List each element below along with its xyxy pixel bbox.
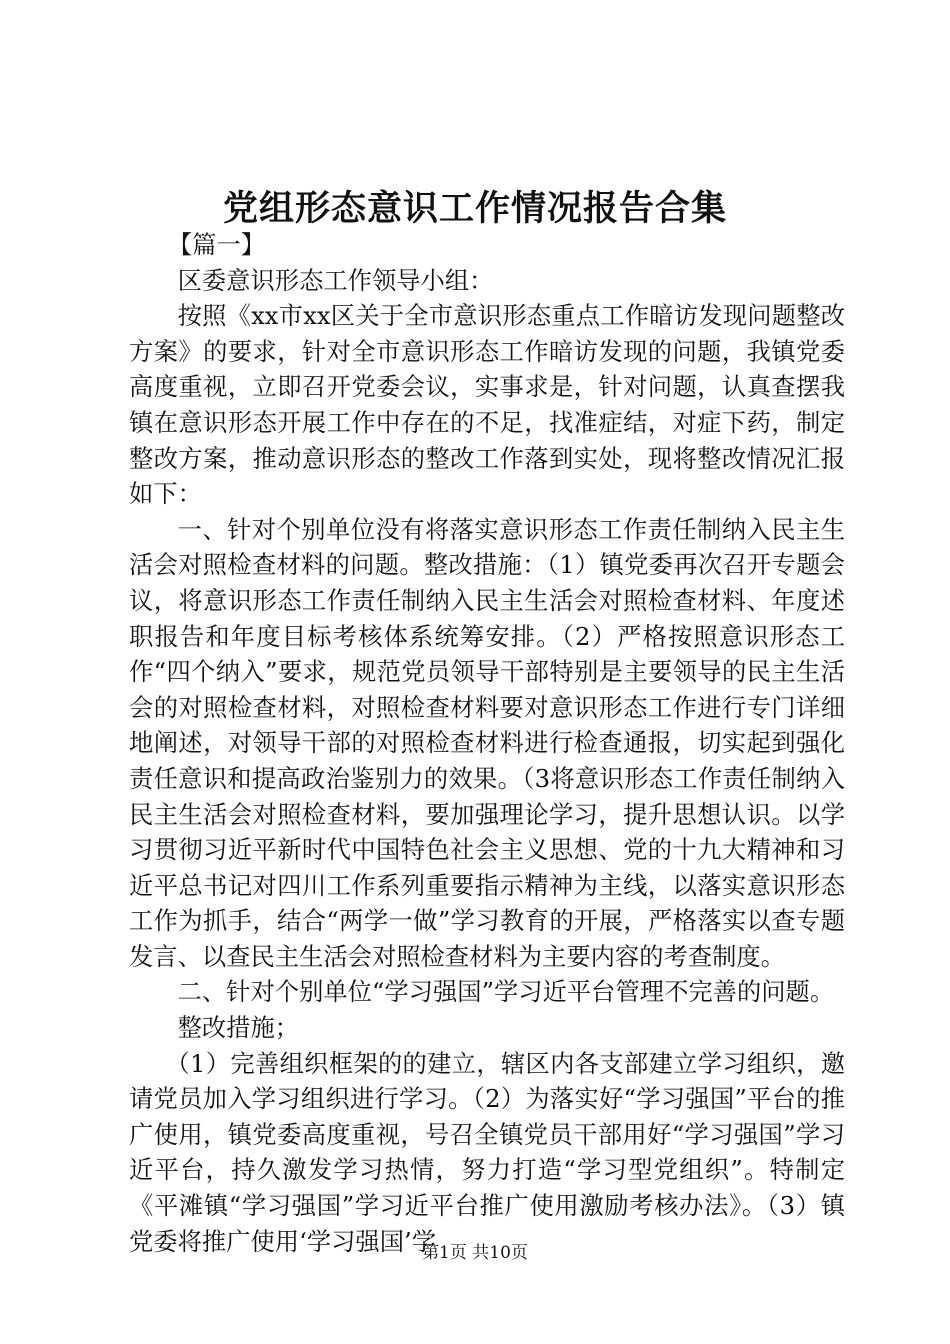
paragraph-item-one: 一、针对个别单位没有将落实意识形态工作责任制纳入民主生活会对照检查材料的问题。整改措施：（1）镇党委再次召开专题会议，将意识形态工作责任制纳入民主生活会对照检查材料、年度述职报告和年度目标考核体系统筹安排。（2）严格按照意识形态工作“四个纳入”要求，规范党员领导干部特别是主要领导的民主生活会的对照检查材料，对照检查材料要对意识形态工作进行专门详细地阐述，对领导干部的对照检查材料进行检查通报，切实起到强化责任意识和提高政治鉴别力的效果。（3将意识形态工作责任制纳入民主生活会对照检查材料，要加强理论学习，提升思想认识。以学习贯彻习近平新时代中国特色社会主义思想、党的十九大精神和习近平总书记对四川工作系列重要指示精神为主线，以落实意识形态工作为抓手，结合“两学一做”学习教育的开展，严格落实以查专题发言、以查民主生活会对照检查材料为主要内容的考查制度。 [129,514,845,971]
document-title: 党组形态意识工作情况报告合集 [222,188,727,229]
paragraph-item-two: 二、针对个别单位“学习强国”学习近平台管理不完善的问题。 [177,977,835,1007]
document-body [129,227,845,1259]
paragraph-measures: （1）完善组织框架的的建立，辖区内各支部建立学习组织，邀请党员加入学习组织进行学习。（2）为落实好“学习强国”平台的推广使用，镇党委高度重视，号召全镇党员干部用好“学习强国”学习近平台，持久激发学习热情，努力打造“学习型党组织”。特制定《平滩镇“学习强国”学习近平台推广使用激励考核办法》。（3）镇党委将推广使用‘学习强国’学 [129,1048,845,1256]
paragraph-intro: 按照《xx市xx区关于全市意识形态重点工作暗访发现问题整改方案》的要求，针对全市意识形态工作暗访发现的问题，我镇党委高度重视，立即召开党委会议，实事求是，针对问题，认真查摆我镇在意识形态开展工作中存在的不足，找准症结，对症下药，制定整改方案，推动意识形态的整改工作落到实处，现将整改情况汇报如下： [129,301,845,509]
paragraph-measures-label: 整改措施； [177,1013,300,1043]
salutation: 区委意识形态工作领导小组： [177,265,494,295]
section-heading: 【篇一】 [167,230,266,259]
page-number: 第1页 共10页 [422,1243,528,1263]
